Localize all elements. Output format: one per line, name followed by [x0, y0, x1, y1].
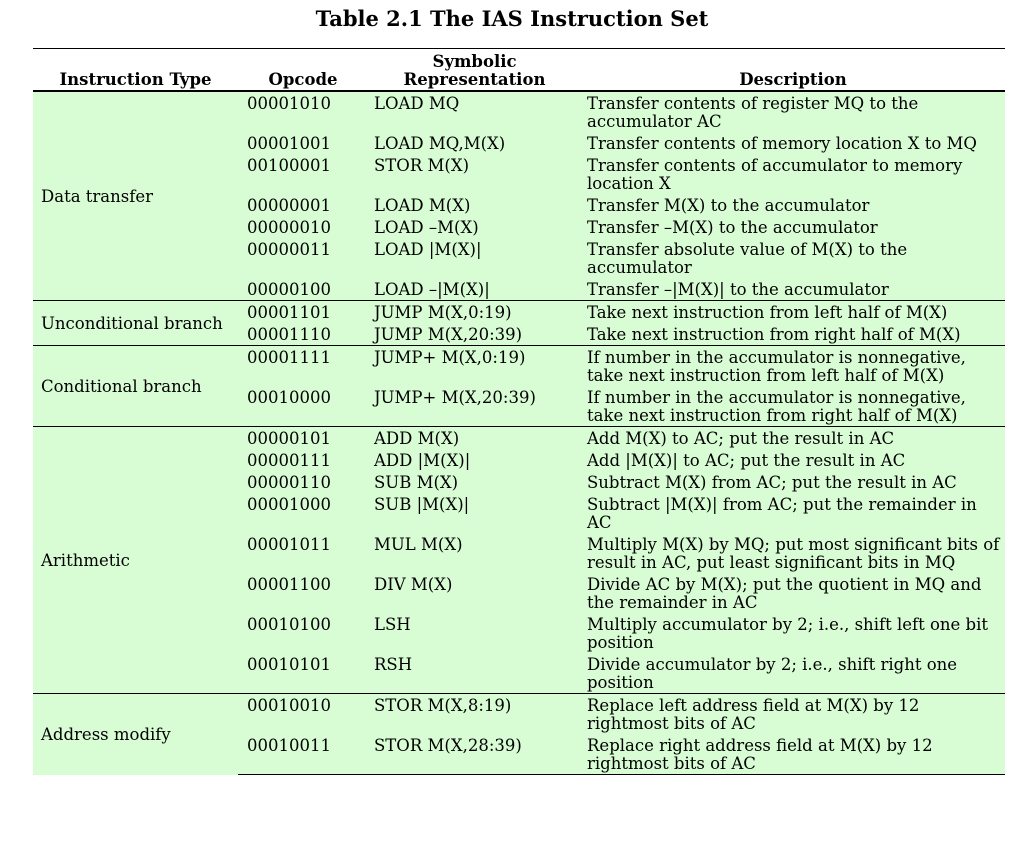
opcode-cell: 00001101	[238, 301, 368, 324]
description-cell: Transfer contents of memory location X to MQ	[581, 132, 1005, 154]
opcode-cell: 00010010	[238, 694, 368, 735]
opcode-cell: 00001010	[238, 91, 368, 132]
header-symbolic	[368, 49, 581, 92]
symbolic-cell: MUL M(X)	[368, 533, 581, 573]
header-symbolic-line2: Representation	[403, 70, 546, 89]
opcode-cell: 00010100	[238, 613, 368, 653]
opcode-cell: 00001110	[238, 323, 368, 346]
opcode-cell: 00001111	[238, 346, 368, 387]
opcode-cell: 00000001	[238, 194, 368, 216]
symbolic-cell: STOR M(X,28:39)	[368, 734, 581, 775]
description-cell: Replace right address field at M(X) by 12 rightmost bits of AC	[581, 734, 1005, 775]
opcode-cell: 00010000	[238, 386, 368, 427]
table-row	[33, 427, 1005, 450]
opcode-cell: 00010101	[238, 653, 368, 694]
symbolic-cell: JUMP+ M(X,0:19)	[368, 346, 581, 387]
description-cell: Subtract M(X) from AC; put the result in AC	[581, 471, 1005, 493]
opcode-cell: 00001001	[238, 132, 368, 154]
description-cell: Multiply M(X) by MQ; put most significant bits of result in AC, put least significant bits in MQ	[581, 533, 1005, 573]
header-symbolic-line1: Symbolic	[432, 52, 517, 71]
symbolic-cell: JUMP+ M(X,20:39)	[368, 386, 581, 427]
symbolic-cell: STOR M(X)	[368, 154, 581, 194]
symbolic-cell: SUB M(X)	[368, 471, 581, 493]
opcode-cell: 00000011	[238, 238, 368, 278]
opcode-cell: 00000010	[238, 216, 368, 238]
symbolic-cell: ADD |M(X)|	[368, 449, 581, 471]
opcode-cell: 00000101	[238, 427, 368, 450]
description-cell: If number in the accumulator is nonnegative, take next instruction from left half of M(X)	[581, 346, 1005, 387]
description-cell: If number in the accumulator is nonnegative, take next instruction from right half of M(X)	[581, 386, 1005, 427]
opcode-cell: 00001000	[238, 493, 368, 533]
instruction-type-cell: Conditional branch	[33, 346, 238, 427]
table-body	[33, 91, 1005, 775]
description-cell: Transfer –M(X) to the accumulator	[581, 216, 1005, 238]
symbolic-cell: LOAD MQ,M(X)	[368, 132, 581, 154]
symbolic-cell: JUMP M(X,0:19)	[368, 301, 581, 324]
symbolic-cell: JUMP M(X,20:39)	[368, 323, 581, 346]
opcode-cell: 00000111	[238, 449, 368, 471]
description-cell: Add M(X) to AC; put the result in AC	[581, 427, 1005, 450]
symbolic-cell: LOAD M(X)	[368, 194, 581, 216]
header-opcode: Opcode	[238, 49, 368, 92]
symbolic-cell: ADD M(X)	[368, 427, 581, 450]
description-cell: Transfer contents of register MQ to the accumulator AC	[581, 91, 1005, 132]
table-row	[33, 91, 1005, 132]
table-row	[33, 301, 1005, 324]
description-cell: Divide accumulator by 2; i.e., shift right one position	[581, 653, 1005, 694]
description-cell: Transfer absolute value of M(X) to the accumulator	[581, 238, 1005, 278]
header-description: Description	[581, 49, 1005, 92]
symbolic-cell: SUB |M(X)|	[368, 493, 581, 533]
opcode-cell: 00000110	[238, 471, 368, 493]
description-cell: Subtract |M(X)| from AC; put the remainder in AC	[581, 493, 1005, 533]
description-cell: Transfer contents of accumulator to memory location X	[581, 154, 1005, 194]
symbolic-cell: RSH	[368, 653, 581, 694]
symbolic-cell: LOAD |M(X)|	[368, 238, 581, 278]
symbolic-cell: DIV M(X)	[368, 573, 581, 613]
opcode-cell: 00000100	[238, 278, 368, 301]
description-cell: Take next instruction from right half of M(X)	[581, 323, 1005, 346]
symbolic-cell: LOAD –|M(X)|	[368, 278, 581, 301]
opcode-cell: 00001100	[238, 573, 368, 613]
description-cell: Add |M(X)| to AC; put the result in AC	[581, 449, 1005, 471]
instruction-type-cell: Data transfer	[33, 91, 238, 301]
opcode-cell: 00001011	[238, 533, 368, 573]
opcode-cell: 00100001	[238, 154, 368, 194]
description-cell: Take next instruction from left half of M(X)	[581, 301, 1005, 324]
table-row	[33, 694, 1005, 735]
instruction-type-cell: Arithmetic	[33, 427, 238, 694]
table-title: Table 2.1 The IAS Instruction Set	[315, 6, 709, 31]
description-cell: Divide AC by M(X); put the quotient in MQ and the remainder in AC	[581, 573, 1005, 613]
symbolic-cell: LSH	[368, 613, 581, 653]
table-row	[33, 346, 1005, 387]
instruction-type-cell: Unconditional branch	[33, 301, 238, 346]
description-cell: Transfer –|M(X)| to the accumulator	[581, 278, 1005, 301]
symbolic-cell: LOAD –M(X)	[368, 216, 581, 238]
opcode-cell: 00010011	[238, 734, 368, 775]
description-cell: Transfer M(X) to the accumulator	[581, 194, 1005, 216]
instruction-type-cell: Address modify	[33, 694, 238, 775]
ias-instruction-table	[33, 48, 1005, 775]
symbolic-cell: STOR M(X,8:19)	[368, 694, 581, 735]
header-row	[33, 49, 1005, 92]
header-instruction-type: Instruction Type	[33, 49, 238, 92]
description-cell: Multiply accumulator by 2; i.e., shift left one bit position	[581, 613, 1005, 653]
description-cell: Replace left address field at M(X) by 12 rightmost bits of AC	[581, 694, 1005, 735]
symbolic-cell: LOAD MQ	[368, 91, 581, 132]
